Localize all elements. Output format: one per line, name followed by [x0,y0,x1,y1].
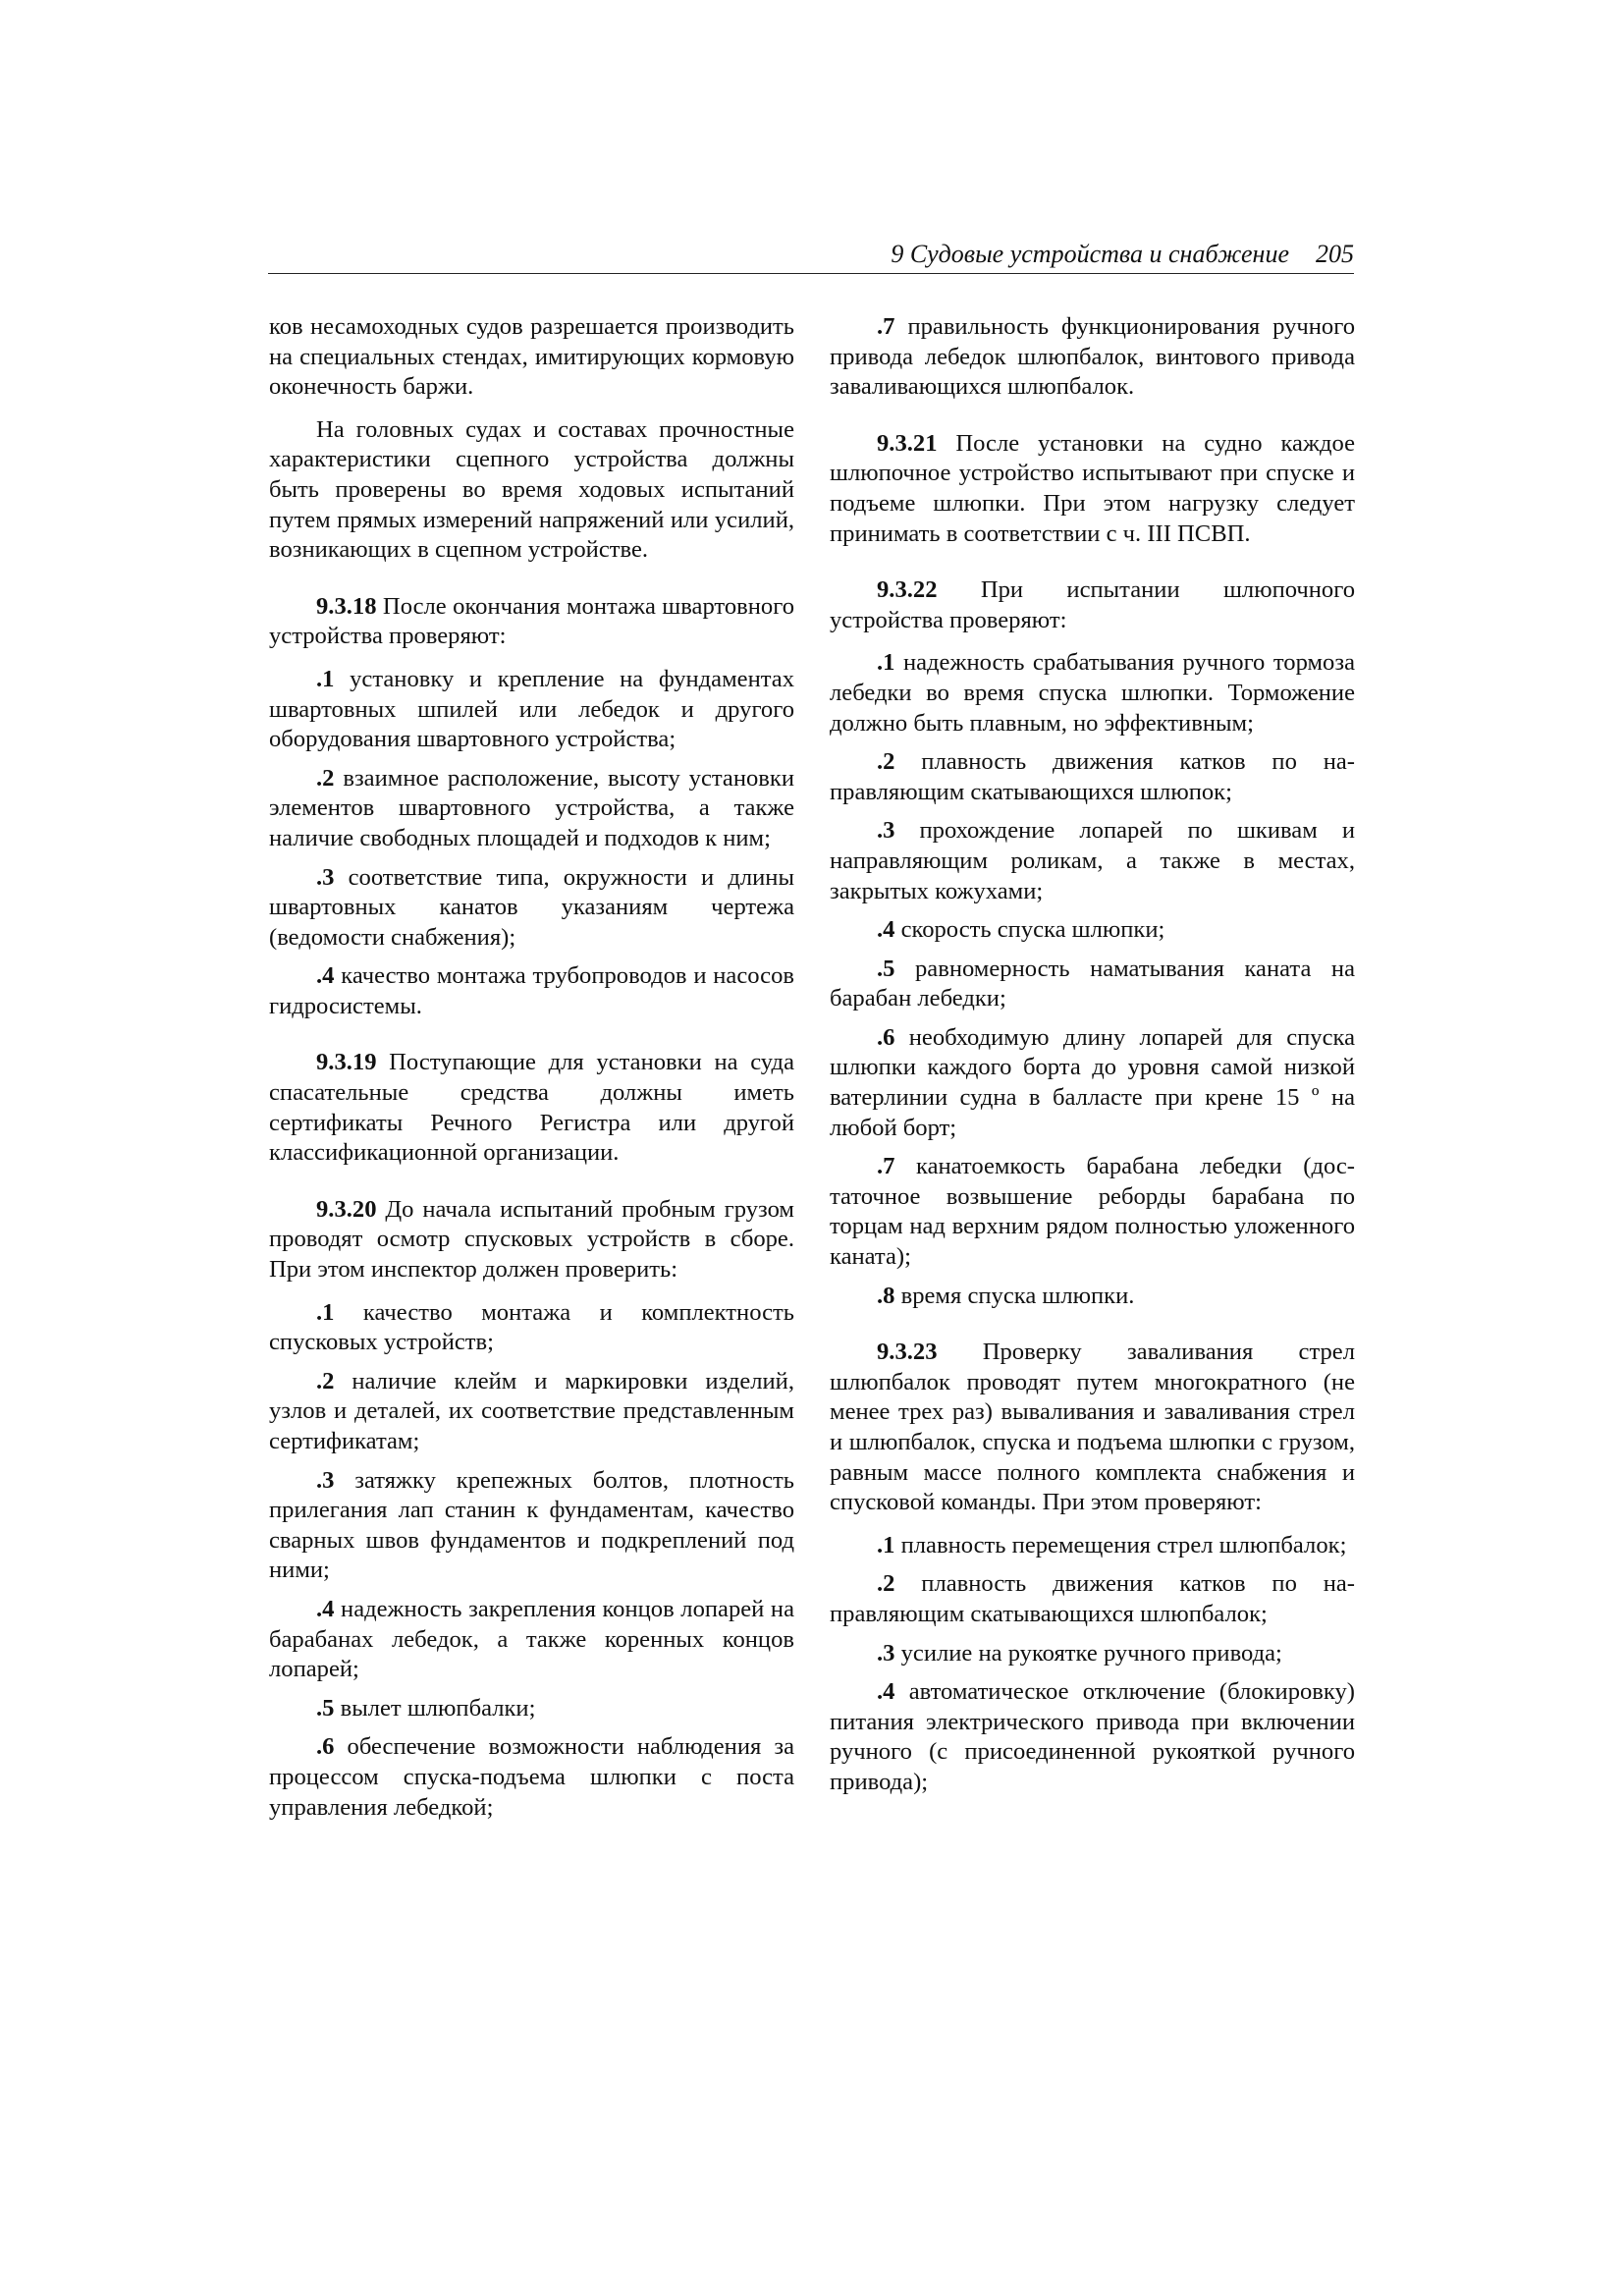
item-text: плавность движения катков по направляющим скатывающихся шлюпбалок; [830,1570,1355,1627]
list-item [269,961,794,1021]
list-item [269,1595,794,1685]
list-item [830,1677,1355,1797]
list-item [269,665,794,755]
list-item [269,863,794,954]
item-number: .3 [316,863,335,891]
item-number: .4 [877,1678,895,1706]
list-item [830,1152,1355,1272]
item-number: .3 [877,1639,895,1667]
section-text: После установки на судно каждое шлюпочное устройство испытывают при спуске и подъеме шлюпки. При этом нагрузку следует принимать в соответствии с ч. III ПСВП. [830,429,1355,547]
list-item [269,1367,794,1457]
item-text: плавность перемещения стрел шлюпбалок; [894,1531,1347,1558]
item-number: .5 [316,1694,335,1722]
item-text: наличие клейм и маркировки изделий, узлов и деталей, их соответствие представленным сертификатам; [269,1367,794,1454]
item-number: .1 [316,1298,335,1326]
page-number: 205 [1316,240,1354,268]
item-number: .1 [877,1531,895,1558]
section-number: 9.3.18 [316,592,377,620]
section-number: 9.3.23 [877,1339,938,1366]
list-item [830,955,1355,1014]
item-text: скорость спуска шлюпки; [894,916,1165,944]
item-number: .2 [877,748,895,776]
item-text: правильность функционирования ручного привода лебедок шлюпбалок, винтового привода заваливающихся шлюпбалок. [830,313,1355,401]
item-number: .3 [877,817,895,845]
section-text: Проверку заваливания стрел шлюпбалок проводят путем многократного (не менее трех раз) вываливания и заваливания стрел и шлюпбалок, спуска и подъема шлюпки с грузом, равным массе полного комплекта снабжения и спусковой команды. При этом проверяют: [830,1339,1355,1516]
item-number: .3 [316,1466,335,1494]
section-number: 9.3.20 [316,1195,377,1223]
list-item [830,1282,1355,1312]
list-item [269,1732,794,1823]
item-text: канатоемкость барабана лебедки (достаточное возвышение реборды барабана по торцам над верхним рядом полностью уложенного каната); [830,1153,1355,1271]
item-number: .6 [877,1023,895,1051]
item-text: прохождение лопарей по шкивам и направляющим роликам, а также в местах, закрытых кожухами; [830,817,1355,904]
section-text: После окончания монтажа швартовного устройства проверяют: [269,592,794,650]
chapter-title: 9 Судовые устройства и снабжение [891,240,1289,268]
item-text: взаимное расположение, высоту установки элементов швартовного устройства, а также наличие свободных площадей и подходов к ним; [269,764,794,851]
item-number: .1 [877,649,895,677]
section-number: 9.3.22 [877,576,938,604]
item-number: .4 [316,962,335,990]
list-item [269,1694,794,1724]
list-item [830,1639,1355,1669]
running-header [268,234,1354,274]
item-text: установку и крепление на фундаментах швартовных шпилей или лебедок и другого оборудования швартовного устройства; [269,665,794,753]
right-column [830,312,1355,1807]
item-number: .7 [877,313,895,340]
item-text: надежность закрепления концов лопарей на барабанах лебедок, а также коренных концов лопарей; [269,1595,794,1683]
item-number: .2 [877,1570,895,1598]
section-9-3-20 [269,1195,794,1285]
item-text: надежность срабатывания ручного тормоза лебедки во время спуска шлюпки. Торможение должно быть плавным, но эффективным; [830,649,1355,737]
list-item [269,764,794,854]
item-number: .5 [877,955,895,982]
item-text: время спуска шлюпки. [894,1282,1135,1309]
section-text: Поступающие для установки на суда спасательные средства должны иметь сертификаты Речного Регистра или другой классификационной организации. [269,1049,794,1167]
list-item [830,1023,1355,1143]
section-number: 9.3.21 [877,429,938,457]
list-item [830,747,1355,807]
item-number: .4 [877,916,895,944]
item-number: .2 [316,764,335,792]
section-text: При испытании шлюпочного устройства проверяют: [830,576,1355,633]
item-text: качество монтажа трубопроводов и насосов гидросистемы. [269,962,794,1019]
item-text: обеспечение возможности наблюдения за процессом спуска-подъема шлюпки с поста управления лебедкой; [269,1733,794,1821]
item-number: .1 [316,665,335,692]
section-9-3-18 [269,592,794,652]
item-number: .4 [316,1595,335,1622]
list-item [830,648,1355,738]
item-number: .6 [316,1733,335,1761]
list-item [830,816,1355,906]
section-9-3-22 [830,575,1355,635]
item-number: .7 [877,1153,895,1180]
item-text: затяжку крепежных болтов, плотность прилегания лап станин к фундаментам, качество сварных швов фундаментов и подкреплений под ними; [269,1466,794,1584]
section-9-3-19 [269,1048,794,1168]
item-number: .8 [877,1282,895,1309]
item-text: усилие на рукоятке ручного привода; [894,1639,1282,1667]
list-item [830,1569,1355,1629]
paragraph: ков несамоходных судов разрешается производить на специальных стендах, имитирующих кормовую оконечность баржи. [269,313,794,401]
section-text: До начала испытаний пробным грузом проводят осмотр спусковых устройств в сборе. При этом инспектор должен проверить: [269,1195,794,1284]
paragraph: На головных судах и составах прочностные характеристики сцепного устройства должны быть проверены во время ходовых испытаний путем прямых измерений напряжений или усилий, возникающих в сцепном устройстве. [269,415,794,564]
list-item [269,1466,794,1586]
section-9-3-23 [830,1338,1355,1518]
section-number: 9.3.19 [316,1049,377,1076]
item-text: автоматическое отключение (блокировку) питания электрического привода при включении ручного (с присоединенной рукояткой ручного привода); [830,1678,1355,1795]
list-item [830,312,1355,403]
item-text: вылет шлюпбалки; [334,1694,536,1722]
item-text: соответствие типа, окружности и длины швартовных канатов указаниям чертежа (ведомости снабжения); [269,863,794,951]
item-text: качество монтажа и комплектность спусковых устройств; [269,1298,794,1356]
list-item [830,915,1355,946]
item-number: .2 [316,1367,335,1394]
left-column [269,312,794,1831]
item-text: плавность движения катков по направляющим скатывающихся шлюпок; [830,748,1355,805]
item-text: необходимую длину лопарей для спуска шлюпки каждого борта до уровня самой низкой ватерлинии судна в балласте при крене 15 º на любой борт; [830,1023,1355,1141]
list-item [830,1531,1355,1561]
list-item [269,1298,794,1358]
item-text: равномерность наматывания каната на барабан лебедки; [830,955,1355,1012]
section-9-3-21 [830,429,1355,549]
